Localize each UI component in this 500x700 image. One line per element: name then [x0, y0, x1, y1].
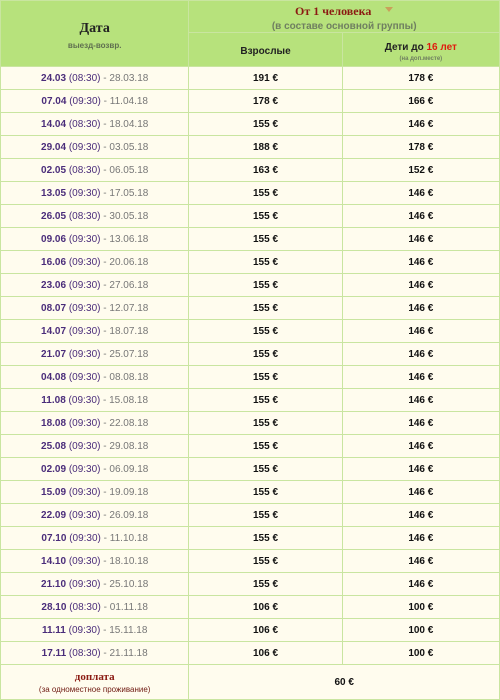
date-header-subtitle: выезд-возвр.: [67, 41, 122, 50]
supplement-subtitle: (за одноместное проживание): [38, 684, 151, 694]
return-date: 21.11.18: [109, 647, 148, 659]
group-header-subtitle: (в составе основной группы): [271, 20, 417, 32]
adult-price: 155 €: [189, 481, 342, 504]
child-price: 146 €: [342, 182, 499, 205]
return-date: 11.10.18: [109, 532, 148, 544]
adult-price: 155 €: [189, 389, 342, 412]
table-row: [1, 136, 500, 159]
date-cell: 23.06 (09:30) - 27.06.18: [1, 274, 189, 297]
adult-price: 188 €: [189, 136, 342, 159]
adult-price: 106 €: [189, 596, 342, 619]
adult-price: 106 €: [189, 619, 342, 642]
table-row: [1, 90, 500, 113]
departure-date: 08.07: [41, 302, 67, 314]
departure-date: 21.07: [41, 348, 67, 360]
departure-date: 22.09: [41, 509, 67, 521]
child-price: 152 €: [342, 159, 499, 182]
adult-price: 155 €: [189, 274, 342, 297]
date-cell: 16.06 (09:30) - 20.06.18: [1, 251, 189, 274]
child-price: 146 €: [342, 366, 499, 389]
departure-date: 26.05: [41, 210, 67, 222]
table-row: [1, 389, 500, 412]
adult-price: 155 €: [189, 550, 342, 573]
adult-price: 155 €: [189, 527, 342, 550]
return-date: 01.11.18: [109, 601, 148, 613]
departure-time: (08:30): [68, 118, 101, 130]
table-row: [1, 343, 500, 366]
departure-date: 25.08: [41, 440, 67, 452]
departure-time: (09:30): [68, 187, 101, 199]
date-cell: 21.10 (09:30) - 25.10.18: [1, 573, 189, 596]
date-cell: 14.07 (09:30) - 18.07.18: [1, 320, 189, 343]
date-cell: 08.07 (09:30) - 12.07.18: [1, 297, 189, 320]
return-date: 28.03.18: [109, 72, 149, 84]
table-row: [1, 504, 500, 527]
return-date: 15.11.18: [109, 624, 148, 636]
table-row: [1, 297, 500, 320]
adult-price: 163 €: [189, 159, 342, 182]
return-date: 26.09.18: [109, 509, 149, 521]
child-price: 178 €: [342, 67, 499, 90]
return-date: 06.09.18: [109, 463, 149, 475]
child-price: 146 €: [342, 481, 499, 504]
table-row: [1, 435, 500, 458]
date-cell: 28.10 (08:30) - 01.11.18: [1, 596, 189, 619]
return-date: 19.09.18: [109, 486, 149, 498]
departure-date: 14.04: [41, 118, 67, 130]
child-price: 146 €: [342, 573, 499, 596]
departure-time: (09:30): [68, 348, 101, 360]
departure-date: 07.04: [41, 95, 67, 107]
return-date: 22.08.18: [109, 417, 149, 429]
table-row: [1, 550, 500, 573]
date-cell: 24.03 (08:30) - 28.03.18: [1, 67, 189, 90]
adult-price: 155 €: [189, 113, 342, 136]
return-date: 17.05.18: [109, 187, 149, 199]
child-price: 100 €: [342, 596, 499, 619]
departure-date: 21.10: [41, 578, 67, 590]
departure-time: (09:30): [68, 624, 101, 636]
child-price: 146 €: [342, 458, 499, 481]
departure-time: (08:30): [69, 601, 101, 613]
children-age-label: 16 лет: [426, 42, 457, 53]
date-cell: 11.08 (09:30) - 15.08.18: [1, 389, 189, 412]
departure-date: 09.06: [41, 233, 67, 245]
departure-time: (08:30): [68, 647, 101, 659]
date-cell: 07.04 (09:30) - 11.04.18: [1, 90, 189, 113]
child-price: 146 €: [342, 504, 499, 527]
group-header-title[interactable]: От 1 человека: [295, 3, 372, 18]
adult-price: 155 €: [189, 251, 342, 274]
date-cell: 07.10 (09:30) - 11.10.18: [1, 527, 189, 550]
departure-time: (08:30): [68, 164, 101, 176]
adult-price: 106 €: [189, 642, 342, 665]
supplement-label-cell: [1, 665, 189, 700]
adults-header-label: Взрослые: [240, 45, 291, 57]
child-price: 146 €: [342, 113, 499, 136]
table-row: [1, 642, 500, 665]
child-price: 146 €: [342, 251, 499, 274]
table-row: [1, 251, 500, 274]
date-cell: 09.06 (09:30) - 13.06.18: [1, 228, 189, 251]
departure-date: 23.06: [41, 279, 67, 291]
adult-price: 155 €: [189, 458, 342, 481]
child-price: 178 €: [342, 136, 499, 159]
supplement-title: доплата: [74, 670, 115, 683]
child-price: 146 €: [342, 320, 499, 343]
departure-date: 15.09: [41, 486, 67, 498]
adult-price: 155 €: [189, 435, 342, 458]
child-price: 146 €: [342, 205, 499, 228]
date-cell: 18.08 (09:30) - 22.08.18: [1, 412, 189, 435]
child-price: 146 €: [342, 412, 499, 435]
return-date: 18.10.18: [109, 555, 149, 567]
departure-time: (09:30): [68, 371, 101, 383]
departure-time: (09:30): [68, 279, 101, 291]
departure-time: (08:30): [68, 72, 101, 84]
adult-price: 178 €: [189, 90, 342, 113]
adult-price: 155 €: [189, 366, 342, 389]
departure-time: (09:30): [68, 509, 101, 521]
child-price: 146 €: [342, 228, 499, 251]
adult-price: 155 €: [189, 228, 342, 251]
return-date: 13.06.18: [109, 233, 149, 245]
children-header-subtitle: (на доп.месте): [399, 56, 443, 62]
children-header: [342, 33, 499, 67]
departure-date: 29.04: [41, 141, 67, 153]
table-row: [1, 274, 500, 297]
departure-date: 02.05: [41, 164, 67, 176]
return-date: 25.10.18: [109, 578, 149, 590]
child-price: 146 €: [342, 389, 499, 412]
date-header: [1, 1, 189, 67]
date-cell: 14.04 (08:30) - 18.04.18: [1, 113, 189, 136]
adults-header: [189, 33, 342, 67]
adult-price: 155 €: [189, 182, 342, 205]
departure-date: 04.08: [41, 371, 67, 383]
return-date: 25.07.18: [109, 348, 149, 360]
table-row: [1, 182, 500, 205]
departure-time: (09:30): [69, 95, 101, 107]
child-price: 100 €: [342, 619, 499, 642]
table-row: [1, 458, 500, 481]
date-cell: 02.05 (08:30) - 06.05.18: [1, 159, 189, 182]
date-cell: 25.08 (09:30) - 29.08.18: [1, 435, 189, 458]
supplement-price: 60 €: [189, 665, 500, 700]
departure-date: 18.08: [41, 417, 67, 429]
departure-date: 13.05: [41, 187, 67, 199]
return-date: 30.05.18: [109, 210, 149, 222]
departure-time: (09:30): [69, 532, 101, 544]
child-price: 146 €: [342, 550, 499, 573]
departure-time: (09:30): [68, 256, 101, 268]
adult-price: 155 €: [189, 297, 342, 320]
adult-price: 155 €: [189, 504, 342, 527]
return-date: 29.08.18: [109, 440, 149, 452]
date-cell: 26.05 (08:30) - 30.05.18: [1, 205, 189, 228]
return-date: 06.05.18: [109, 164, 149, 176]
return-date: 20.06.18: [109, 256, 149, 268]
departure-time: (09:30): [68, 325, 101, 337]
chevron-down-icon[interactable]: [385, 7, 393, 12]
table-row: [1, 113, 500, 136]
child-price: 146 €: [342, 343, 499, 366]
date-cell: 14.10 (09:30) - 18.10.18: [1, 550, 189, 573]
departure-date: 14.10: [41, 555, 67, 567]
date-cell: 21.07 (09:30) - 25.07.18: [1, 343, 189, 366]
table-row: [1, 366, 500, 389]
date-cell: 17.11 (08:30) - 21.11.18: [1, 642, 189, 665]
date-cell: 04.08 (09:30) - 08.08.18: [1, 366, 189, 389]
departure-date: 02.09: [41, 463, 67, 475]
table-row: [1, 527, 500, 550]
return-date: 11.04.18: [109, 95, 148, 107]
table-row: [1, 412, 500, 435]
adult-price: 191 €: [189, 67, 342, 90]
departure-time: (09:30): [68, 440, 101, 452]
table-row: [1, 619, 500, 642]
table-row: [1, 481, 500, 504]
departure-date: 07.10: [41, 532, 67, 544]
departure-time: (09:30): [68, 141, 101, 153]
date-cell: 13.05 (09:30) - 17.05.18: [1, 182, 189, 205]
departure-time: (09:30): [68, 463, 101, 475]
child-price: 100 €: [342, 642, 499, 665]
date-cell: 02.09 (09:30) - 06.09.18: [1, 458, 189, 481]
adult-price: 155 €: [189, 205, 342, 228]
return-date: 18.07.18: [109, 325, 149, 337]
departure-date: 11.11: [41, 624, 66, 636]
departure-time: (09:30): [68, 578, 101, 590]
return-date: 12.07.18: [109, 302, 149, 314]
departure-time: (09:30): [68, 302, 101, 314]
table-row: [1, 205, 500, 228]
departure-time: (09:30): [68, 233, 101, 245]
table-row: [1, 159, 500, 182]
departure-time: (09:30): [68, 486, 101, 498]
departure-date: 24.03: [41, 72, 67, 84]
supplement-row: [1, 665, 500, 700]
return-date: 18.04.18: [109, 118, 149, 130]
adult-price: 155 €: [189, 412, 342, 435]
return-date: 03.05.18: [109, 141, 149, 153]
children-header-label: Дети до: [384, 42, 427, 53]
return-date: 08.08.18: [109, 371, 149, 383]
departure-time: (09:30): [68, 555, 101, 567]
departure-date: 16.06: [41, 256, 67, 268]
table-row: [1, 596, 500, 619]
adult-price: 155 €: [189, 343, 342, 366]
date-header-title: Дата: [79, 21, 110, 36]
child-price: 146 €: [342, 435, 499, 458]
date-cell: 22.09 (09:30) - 26.09.18: [1, 504, 189, 527]
departure-date: 28.10: [41, 601, 67, 613]
departure-date: 17.11: [41, 647, 67, 659]
departure-time: (08:30): [68, 210, 101, 222]
date-cell: 11.11 (09:30) - 15.11.18: [1, 619, 189, 642]
return-date: 27.06.18: [109, 279, 149, 291]
table-row: [1, 573, 500, 596]
return-date: 15.08.18: [109, 394, 149, 406]
date-cell: 15.09 (09:30) - 19.09.18: [1, 481, 189, 504]
departure-date: 14.07: [41, 325, 67, 337]
table-row: [1, 228, 500, 251]
table-row: [1, 320, 500, 343]
group-header[interactable]: [189, 1, 500, 33]
adult-price: 155 €: [189, 320, 342, 343]
adult-price: 155 €: [189, 573, 342, 596]
departure-time: (09:30): [68, 394, 101, 406]
child-price: 146 €: [342, 527, 499, 550]
price-rows: [1, 67, 500, 665]
child-price: 146 €: [342, 297, 499, 320]
departure-time: (09:30): [68, 417, 101, 429]
departure-date: 11.08: [41, 394, 66, 406]
child-price: 166 €: [342, 90, 499, 113]
child-price: 146 €: [342, 274, 499, 297]
date-cell: 29.04 (09:30) - 03.05.18: [1, 136, 189, 159]
table-row: [1, 67, 500, 90]
